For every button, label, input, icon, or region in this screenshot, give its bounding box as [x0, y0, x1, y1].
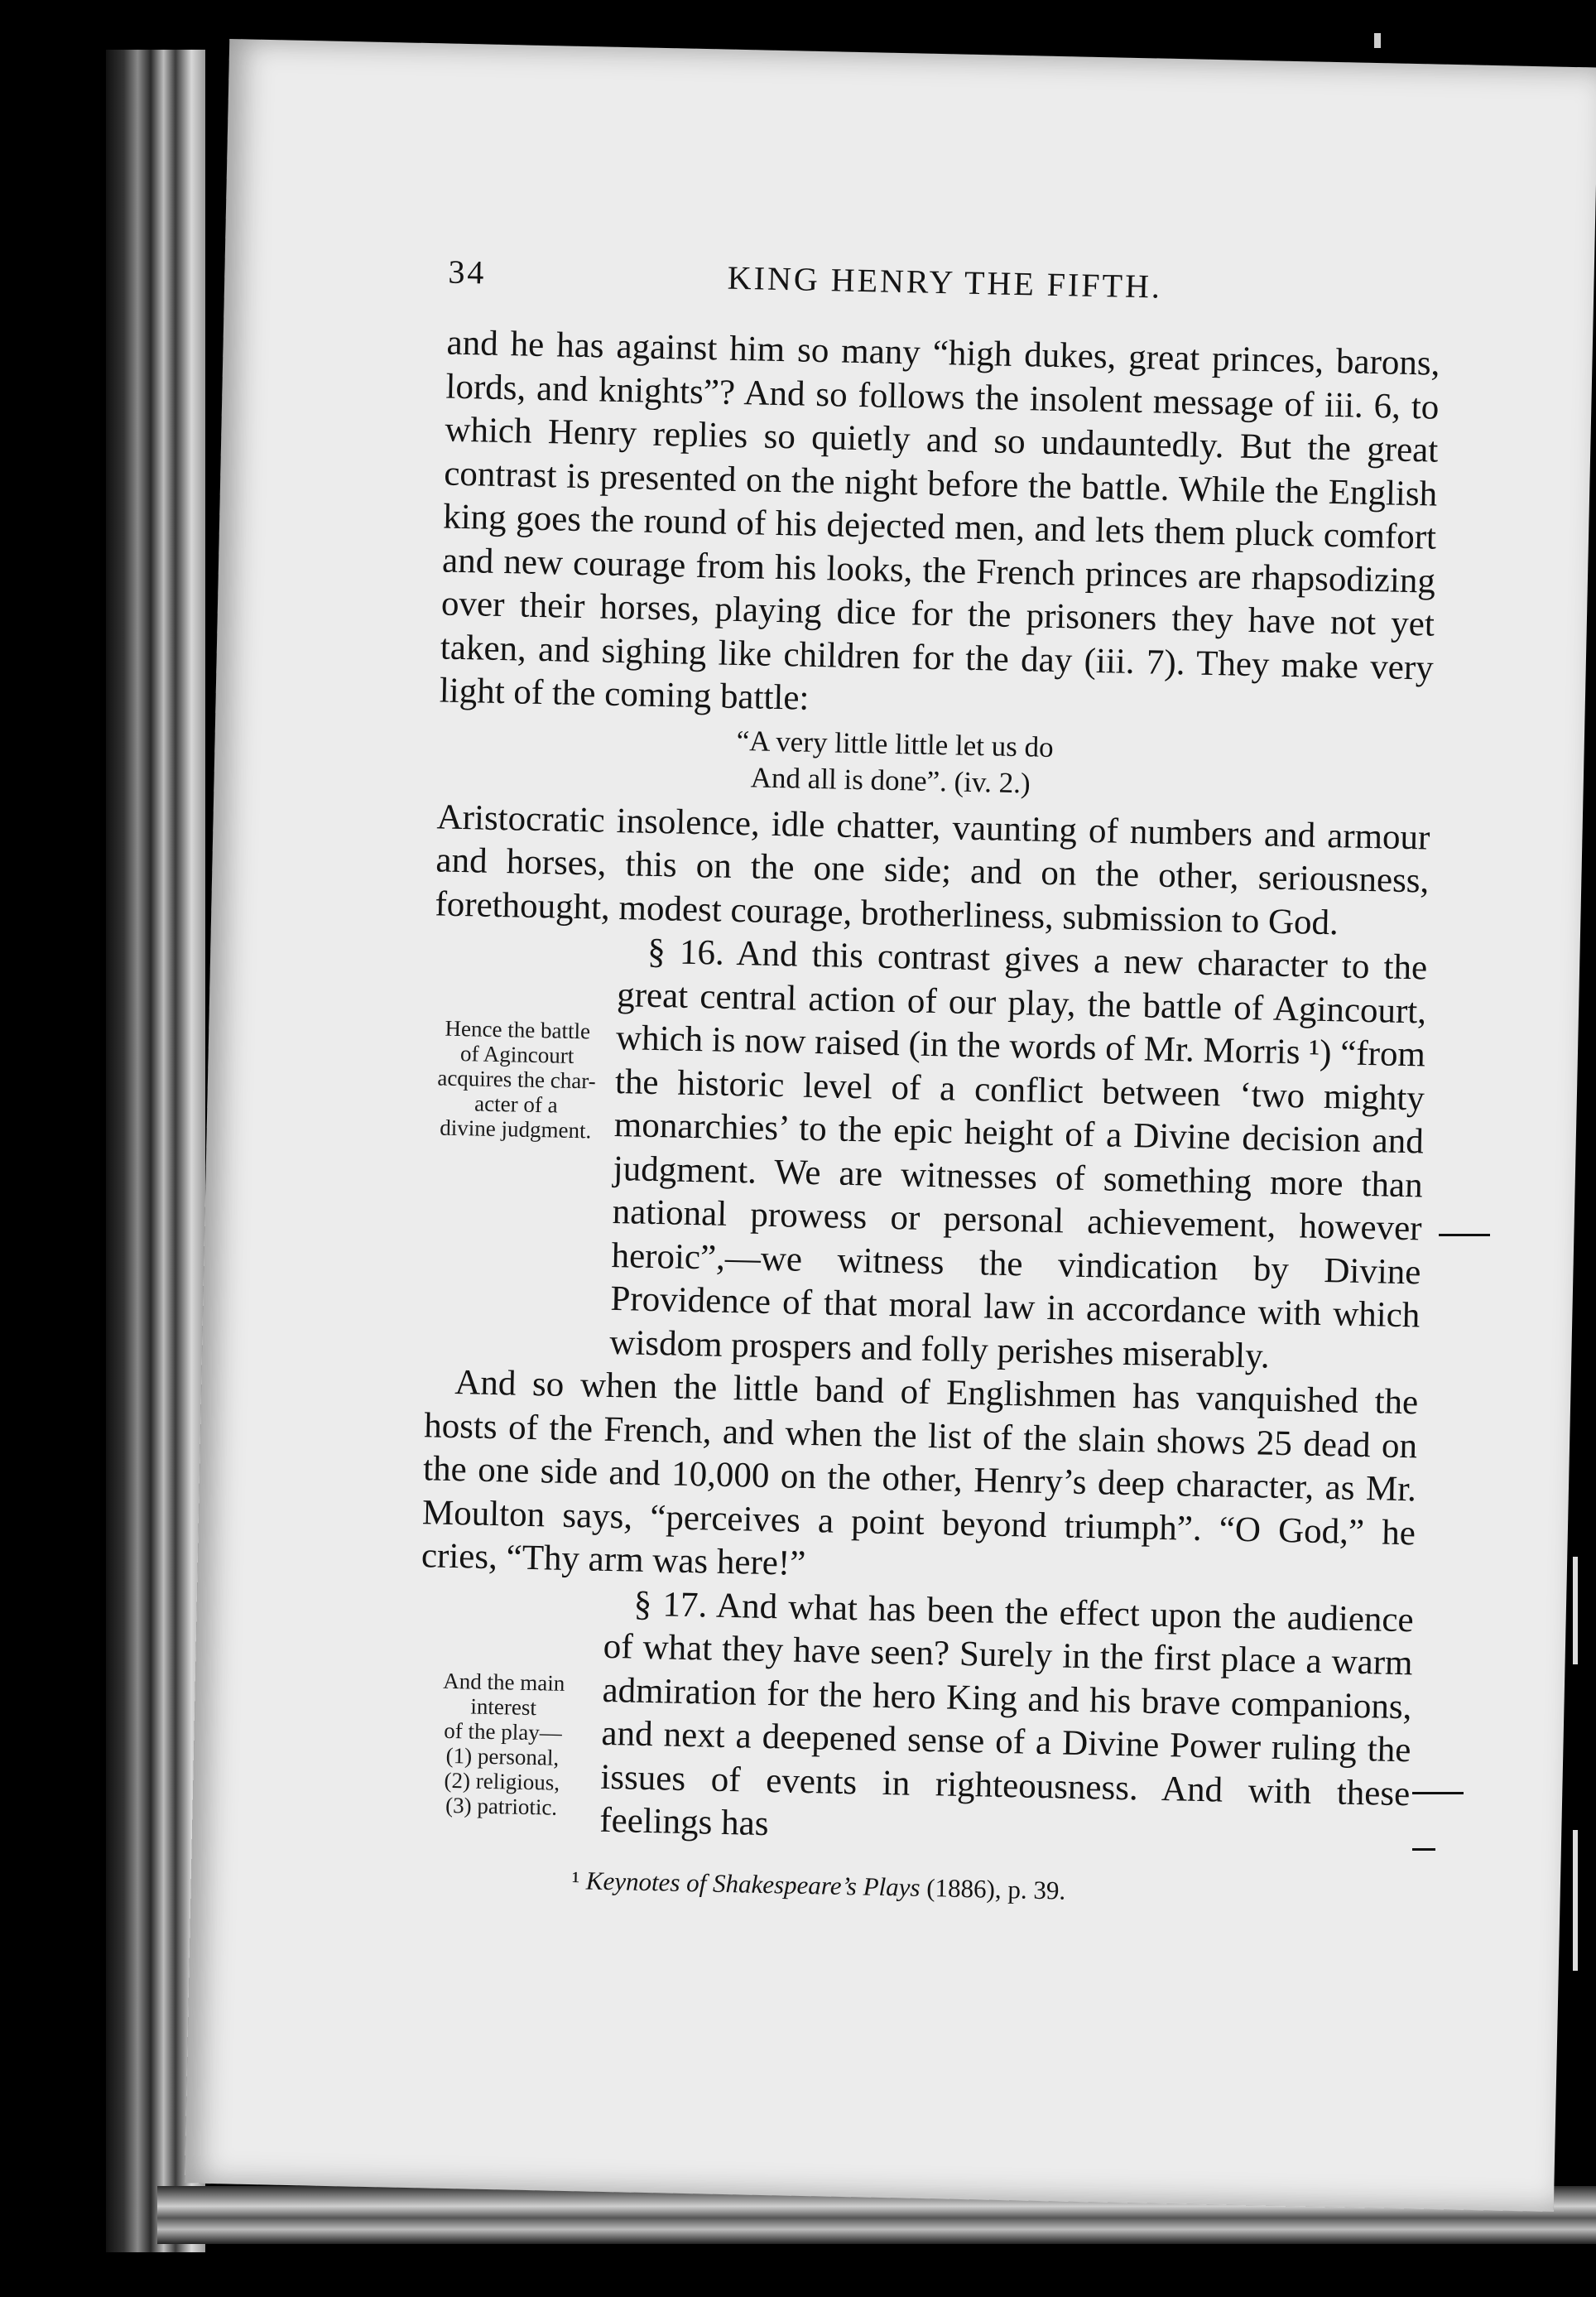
paragraph-5: § 17. And what has been the effect upon the audience of what they have seen? Surely in the first place a warm admiration for the hero King and his brave companions, and next a deepened sense of a Divine Power ruling the issues of events in righteousness. And with these feelings has — [598, 1584, 1415, 1844]
section-16 — [425, 926, 1428, 1381]
paragraph-1: and he has against him so many “high dukes, great princes, barons, lords, and knights”? And so follows the insolent message of iii. 6, to which Henry replies so quietly and so undauntedly. But the great contrast is presented on the night before the battle. While the English king goes the round of his dejected men, and lets them pluck comfort and new courage from his looks, the French princes are rhapsodizing over their horses, playing dice for the prisoners they have not yet taken, and sighing like children for the day (iii. 7). They make very light of the coming battle: — [439, 323, 1440, 718]
page-number: 34 — [448, 253, 487, 291]
sidenote-main-interest — [402, 1667, 603, 1820]
sidenote-line: interest — [470, 1693, 537, 1720]
margin-rule-mark — [1412, 1848, 1435, 1851]
margin-rule-mark — [1412, 1792, 1464, 1794]
sidenote-line: (2) religious, — [444, 1767, 560, 1795]
running-title: KING HENRY THE FIFTH. — [727, 258, 1163, 306]
sidenote-line: divine judgment. — [440, 1115, 592, 1144]
sidenote-line: And the main — [443, 1668, 565, 1696]
section-17 — [416, 1578, 1414, 1860]
book-page — [185, 39, 1596, 2212]
sidenote-line: of the play— — [444, 1717, 563, 1746]
sidenote-line: Hence the battle — [445, 1015, 591, 1044]
sidenote-line: acquires the char- — [437, 1065, 597, 1094]
scan-dust-mark — [1374, 33, 1381, 48]
page-header — [448, 251, 1442, 323]
paragraph-4: And so when the little band of Englishmen has vanquished the hosts of the French, and when the list of the slain shows 25 dead on the one side and 10,000 on the other, Henry’s deep character, as Mr. Moulton says, “perceives a point beyond triumph”. “O God,” he cries, “Thy arm was here!” — [421, 1363, 1419, 1583]
sidenote-line: (3) patriotic. — [445, 1792, 558, 1820]
sidenote-line: of Agincourt — [459, 1041, 574, 1068]
sidenote-agincourt — [417, 1015, 617, 1144]
sidenote-line: (1) personal, — [445, 1742, 560, 1770]
page-text — [414, 251, 1441, 1914]
quote-line-1: “A very little little let us do — [736, 724, 1055, 763]
paragraph-2: Aristocratic insolence, idle chatter, vaunting of numbers and armour and horses, this on the one side; and on the other, seriousness, forethought, modest courage, brotherliness, submission to God. — [434, 797, 1430, 942]
footnote-marker: ¹ — [571, 1865, 580, 1895]
footnote-detail: (1886), p. 39. — [925, 1872, 1066, 1905]
scan-edge-mark — [1573, 1830, 1578, 1971]
quote-line-2: And all is done”. (iv. 2.) — [750, 760, 1031, 799]
footnote — [414, 1861, 1408, 1914]
paragraph-3: § 16. And this contrast gives a new character to the great central action of our play, the battle of Agincourt, which is now raised (in the words of Mr. Morris ¹) “from the historic level of a conflict between ‘two mighty monarchies’ to the epic height of a Divine decision and judgment. We are witnesses of something more than national prowess or personal achievement, however heroic”,—we witness the vindication by Divine Providence of that moral law in accordance with which wisdom prospers and folly perishes miserably. — [608, 932, 1428, 1376]
margin-rule-mark — [1439, 1234, 1490, 1236]
sidenote-line: acter of a — [474, 1091, 558, 1118]
block-quote — [735, 722, 1432, 810]
scan-edge-mark — [1573, 1557, 1578, 1664]
footnote-reference: Keynotes of Shakespeare’s Plays — [585, 1865, 921, 1902]
